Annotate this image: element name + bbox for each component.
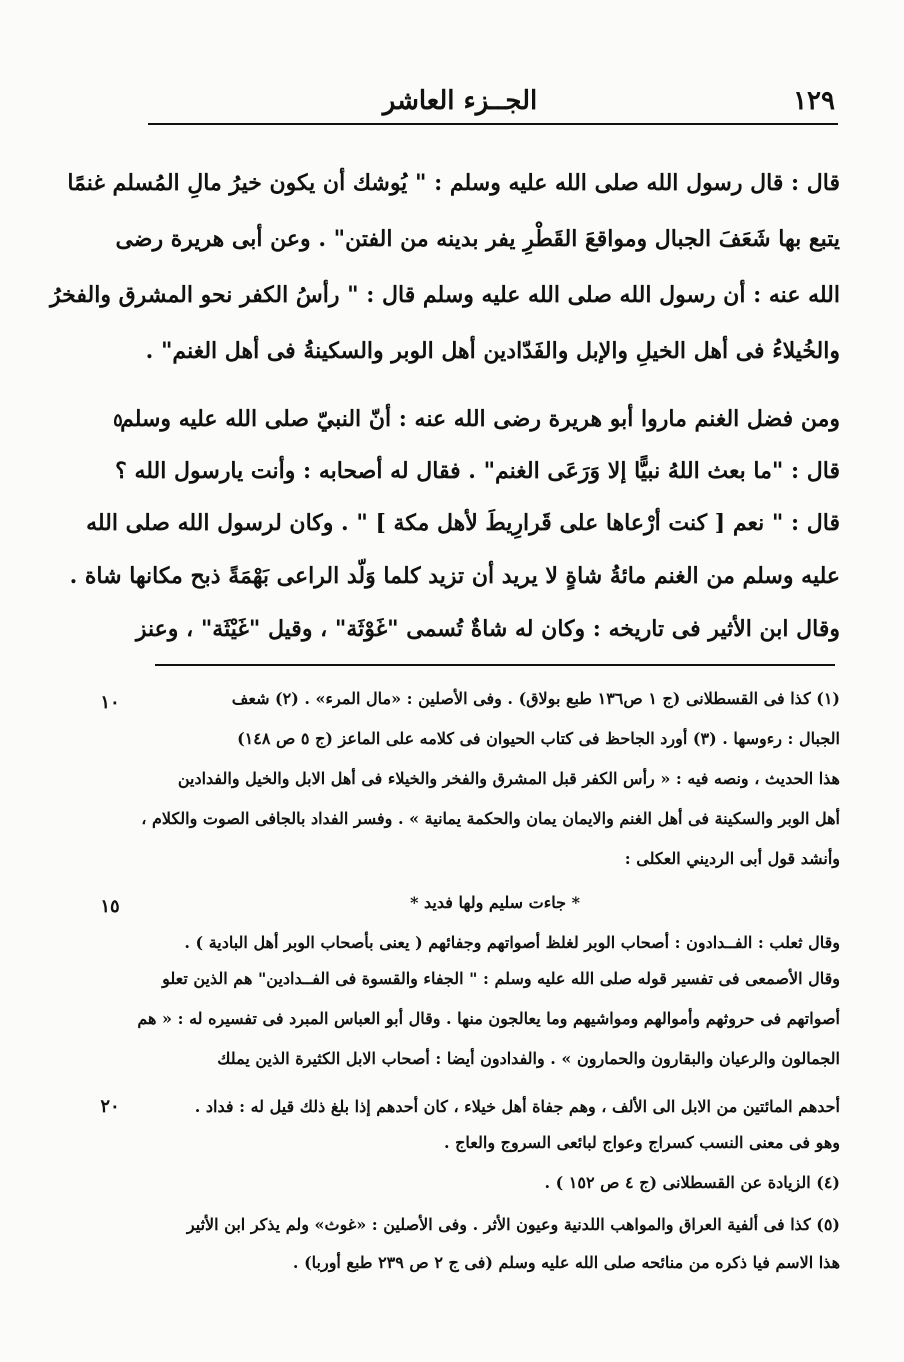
footnote-line: وهو فى معنى النسب كسراج وعواج لبائعى السروج والعاج . (443, 1133, 840, 1152)
body-line: قال : "ما بعث اللهُ نبيًّا إلا وَرَعَى الغنم" . فقال له أصحابه : وأنت يارسول الله ؟ (115, 458, 840, 484)
body-line: يتبع بها شَعَفَ الجبال ومواقعَ القَطْرِ يفر بدينه من الفتن" . وعن أبى هريرة رضى (115, 226, 840, 252)
body-line: عليه وسلم من الغنم مائةُ شاةٍ لا يريد أن تزيد كلما وَلّد الراعى بَهْمَةً ذبح مكانها شاة . (69, 563, 840, 589)
footnote-line: أهل الوبر والسكينة فى أهل الغنم والايمان يمان والحكمة يمانية » . وفسر الفداد بالجافى الصوت والكلام ، (141, 809, 840, 828)
body-line: قال : قال رسول الله صلى الله عليه وسلم : " يُوشك أن يكون خيرُ مالِ المُسلم غنمًا (67, 170, 840, 196)
line-number-marker: ١٠ (100, 692, 120, 713)
line-number-marker: ١٥ (100, 896, 120, 917)
line-number-marker: ٥ (113, 410, 123, 431)
footnote-line: هذا الحديث ، ونصه فيه : « رأس الكفر قبل المشرق والفخر والخيلاء فى أهل الابل والخيل والفدادين (177, 769, 840, 788)
footnote-separator (155, 664, 835, 666)
page-number: ١٢٩ (793, 86, 835, 116)
footnote-line: هذا الاسم فيا ذكره من منائحه صلى الله عليه وسلم (فى ج ٢ ص ٢٣٩ طبع أوربا) . (292, 1253, 840, 1272)
footnote-line: الجبال : رءوسها . (٣) أورد الجاحظ فى كتاب الحيوان فى كلامه على الماعز (ج ٥ ص ١٤٨) (237, 729, 840, 748)
footnote-line: أصواتهم فى حروثهم وأموالهم ومواشيهم وما يعالجون منها . وقال أبو العباس المبرد فى تفسيره له : « هم (137, 1009, 840, 1028)
footnote-line: الجمالون والرعيان والبقارون والحمارون » . والفدادون أيضا : أصحاب الابل الكثيرة الذين يملك (217, 1049, 840, 1068)
body-line: ومن فضل الغنم ماروا أبو هريرة رضى الله عنه : أنّ النبيّ صلى الله عليه وسلم (120, 406, 840, 432)
body-line: قال : " نعم [ كنت أرْعاها على قَرارِيطَ لأهل مكة ] " . وكان لرسول الله صلى الله (86, 510, 840, 536)
body-line: وقال ابن الأثير فى تاريخه : وكان له شاةٌ تُسمى "غَوْثَة" ، وقيل "غَيْثَة" ، وعنز (135, 616, 840, 642)
header-rule (148, 123, 838, 125)
running-title: الجــزء العاشر (382, 86, 538, 116)
footnote-line: (١) كذا فى القسطلانى (ج ١ ص١٣٦ طبع بولاق) . وفى الأصلين : «مال المرء» . (٢) شعف (231, 689, 840, 708)
footnote-line: (٥) كذا فى ألفية العراق والمواهب اللدنية وعيون الأثر . وفى الأصلين : «غوث» ولم يذكر ابن الأثير (186, 1215, 840, 1234)
footnote-line: (٤) الزيادة عن القسطلانى (ج ٤ ص ١٥٢ ) . (544, 1173, 840, 1192)
line-number-marker: ٢٠ (100, 1096, 120, 1117)
footnote-line: وأنشد قول أبى الرديني العكلى : (624, 849, 840, 868)
footnote-line: وقال الأصمعى فى تفسير قوله صلى الله عليه وسلم : " الجفاء والقسوة فى الفــدادين" هم الذين تعلو (162, 969, 840, 988)
verse-line: * جاءت سليم ولها فديد * (410, 893, 580, 912)
body-line: والخُيلاءُ فى أهل الخيلِ والإبل والفَدّادين أهل الوبر والسكينةُ فى أهل الغنم" . (145, 338, 840, 364)
footnote-line: وقال ثعلب : الفــدادون : أصحاب الوبر لغلظ أصواتهم وجفائهم ( يعنى بأصحاب الوبر أهل البادية ) . (184, 933, 840, 952)
body-line: الله عنه : أن رسول الله صلى الله عليه وسلم قال : " رأسُ الكفر نحو المشرق والفخرُ (50, 282, 840, 308)
footnote-line: أحدهم المائتين من الابل الى الألف ، وهم جفاة أهل خيلاء ، كان أحدهم إذا بلغ ذلك قيل له : فداد . (194, 1097, 840, 1116)
